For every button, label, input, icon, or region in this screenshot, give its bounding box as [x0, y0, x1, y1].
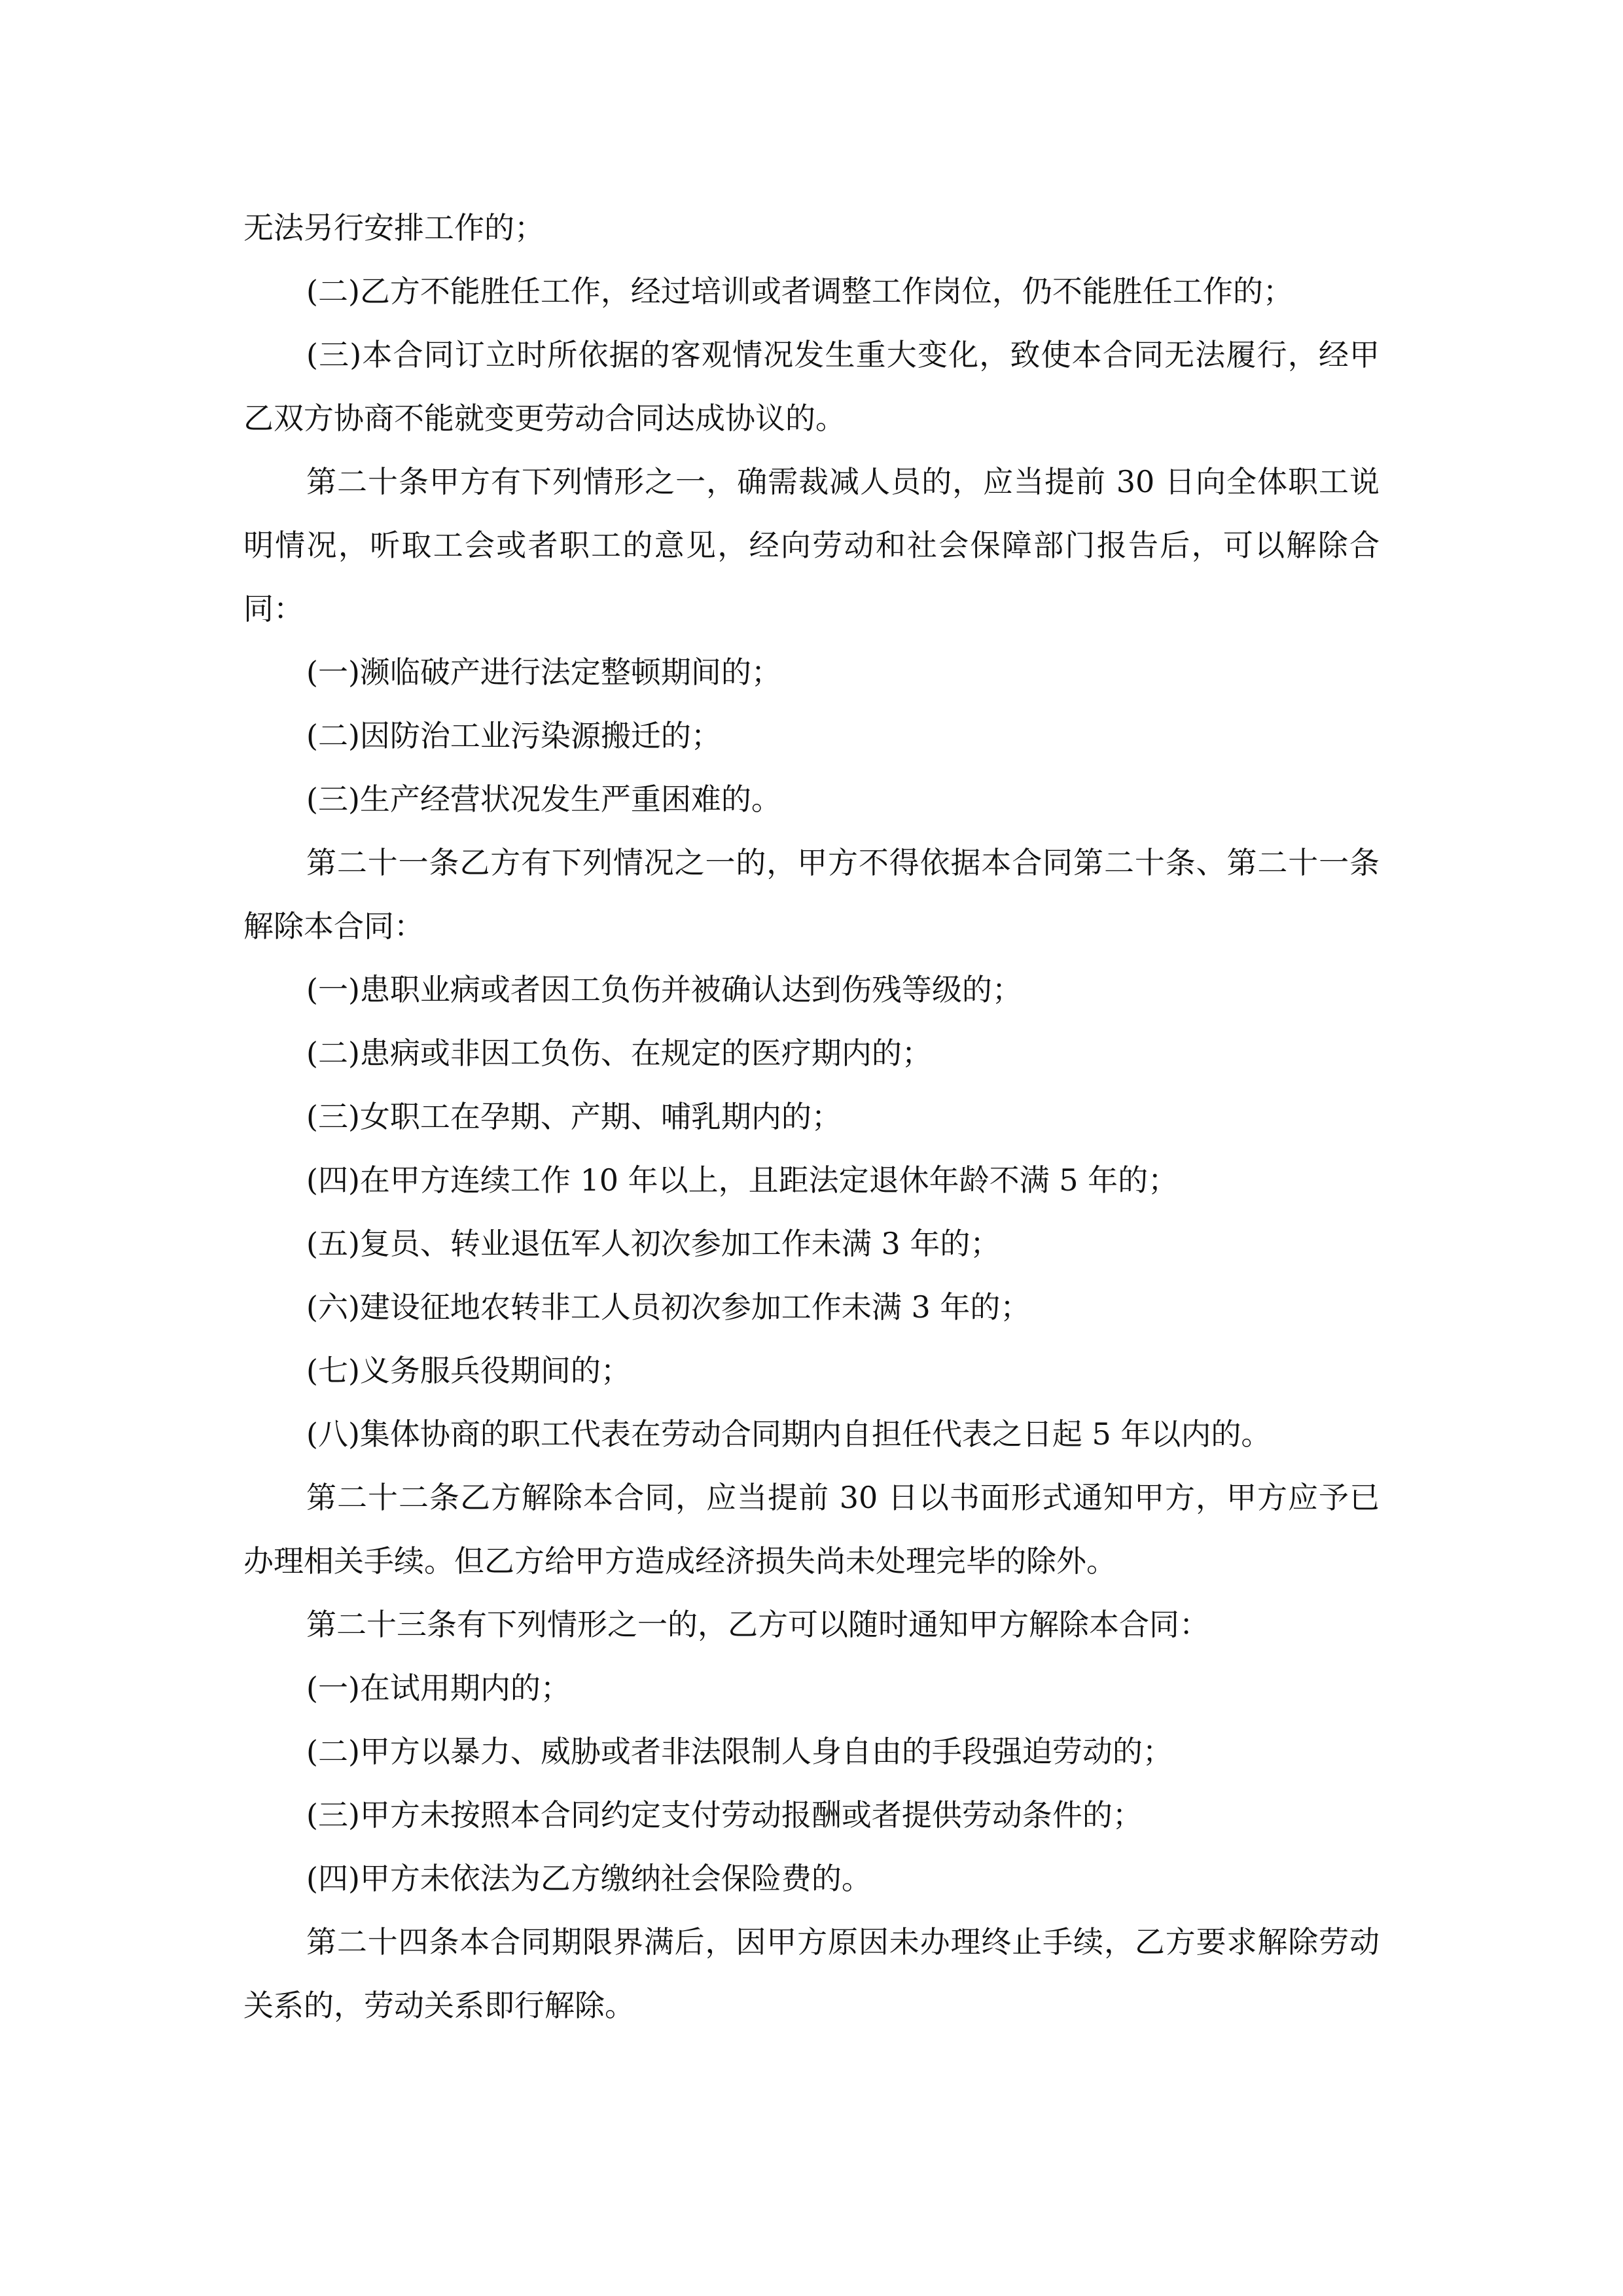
- article-23: 第二十三条有下列情形之一的，乙方可以随时通知甲方解除本合同：: [306, 1607, 1209, 1642]
- article-21-item-7: (七)义务服兵役期间的；: [306, 1353, 631, 1388]
- clause-item-2: (二)乙方不能胜任工作，经过培训或者调整工作岗位，仍不能胜任工作的；: [306, 274, 1293, 309]
- article-21-item-1: (一)患职业病或者因工负伤并被确认达到伤残等级的；: [306, 972, 1022, 1007]
- article-21-item-3: (三)女职工在孕期、产期、哺乳期内的；: [306, 1099, 842, 1134]
- article-21-item-4: (四)在甲方连续工作 10 年以上，且距法定退休年龄不满 5 年的；: [306, 1162, 1179, 1198]
- article-21-item-2: (二)患病或非因工负伤、在规定的医疗期内的；: [306, 1035, 932, 1071]
- article-23-item-3: (三)甲方未按照本合同约定支付劳动报酬或者提供劳动条件的；: [306, 1797, 1143, 1833]
- article-23-item-2: (二)甲方以暴力、威胁或者非法限制人身自由的手段强迫劳动的；: [306, 1734, 1173, 1769]
- article-24: 第二十四条本合同期限界满后，因甲方原因未办理终止手续，乙方要求解除劳动关系的，劳动关系即行解除。: [243, 1924, 1380, 2023]
- article-21: 第二十一条乙方有下列情况之一的，甲方不得依据本合同第二十条、第二十一条解除本合同：: [243, 845, 1380, 944]
- article-20-item-3: (三)生产经营状况发生严重困难的。: [306, 781, 781, 817]
- article-20-item-1: (一)濒临破产进行法定整顿期间的；: [306, 655, 781, 690]
- article-23-item-1: (一)在试用期内的；: [306, 1670, 571, 1706]
- article-22: 第二十二条乙方解除本合同，应当提前 30 日以书面形式通知甲方，甲方应予已办理相关手续。但乙方给甲方造成经济损失尚未处理完毕的除外。: [243, 1480, 1380, 1579]
- article-20-item-2: (二)因防治工业污染源搬迁的；: [306, 718, 721, 753]
- contract-body: [243, 196, 1380, 2037]
- paragraph-continuation: 无法另行安排工作的；: [243, 210, 544, 245]
- article-21-item-5: (五)复员、转业退伍军人初次参加工作未满 3 年的；: [306, 1226, 1001, 1261]
- article-20: 第二十条甲方有下列情形之一，确需裁减人员的，应当提前 30 日向全体职工说明情况，听取工会或者职工的意见，经向劳动和社会保障部门报告后，可以解除合同：: [243, 464, 1380, 626]
- article-21-item-8: (八)集体协商的职工代表在劳动合同期内自担任代表之日起 5 年以内的。: [306, 1416, 1272, 1452]
- article-21-item-6: (六)建设征地农转非工人员初次参加工作未满 3 年的；: [306, 1289, 1031, 1325]
- article-23-item-4: (四)甲方未依法为乙方缴纳社会保险费的。: [306, 1861, 872, 1896]
- clause-item-3: (三)本合同订立时所依据的客观情况发生重大变化，致使本合同无法履行，经甲乙双方协商不能就变更劳动合同达成协议的。: [243, 337, 1380, 436]
